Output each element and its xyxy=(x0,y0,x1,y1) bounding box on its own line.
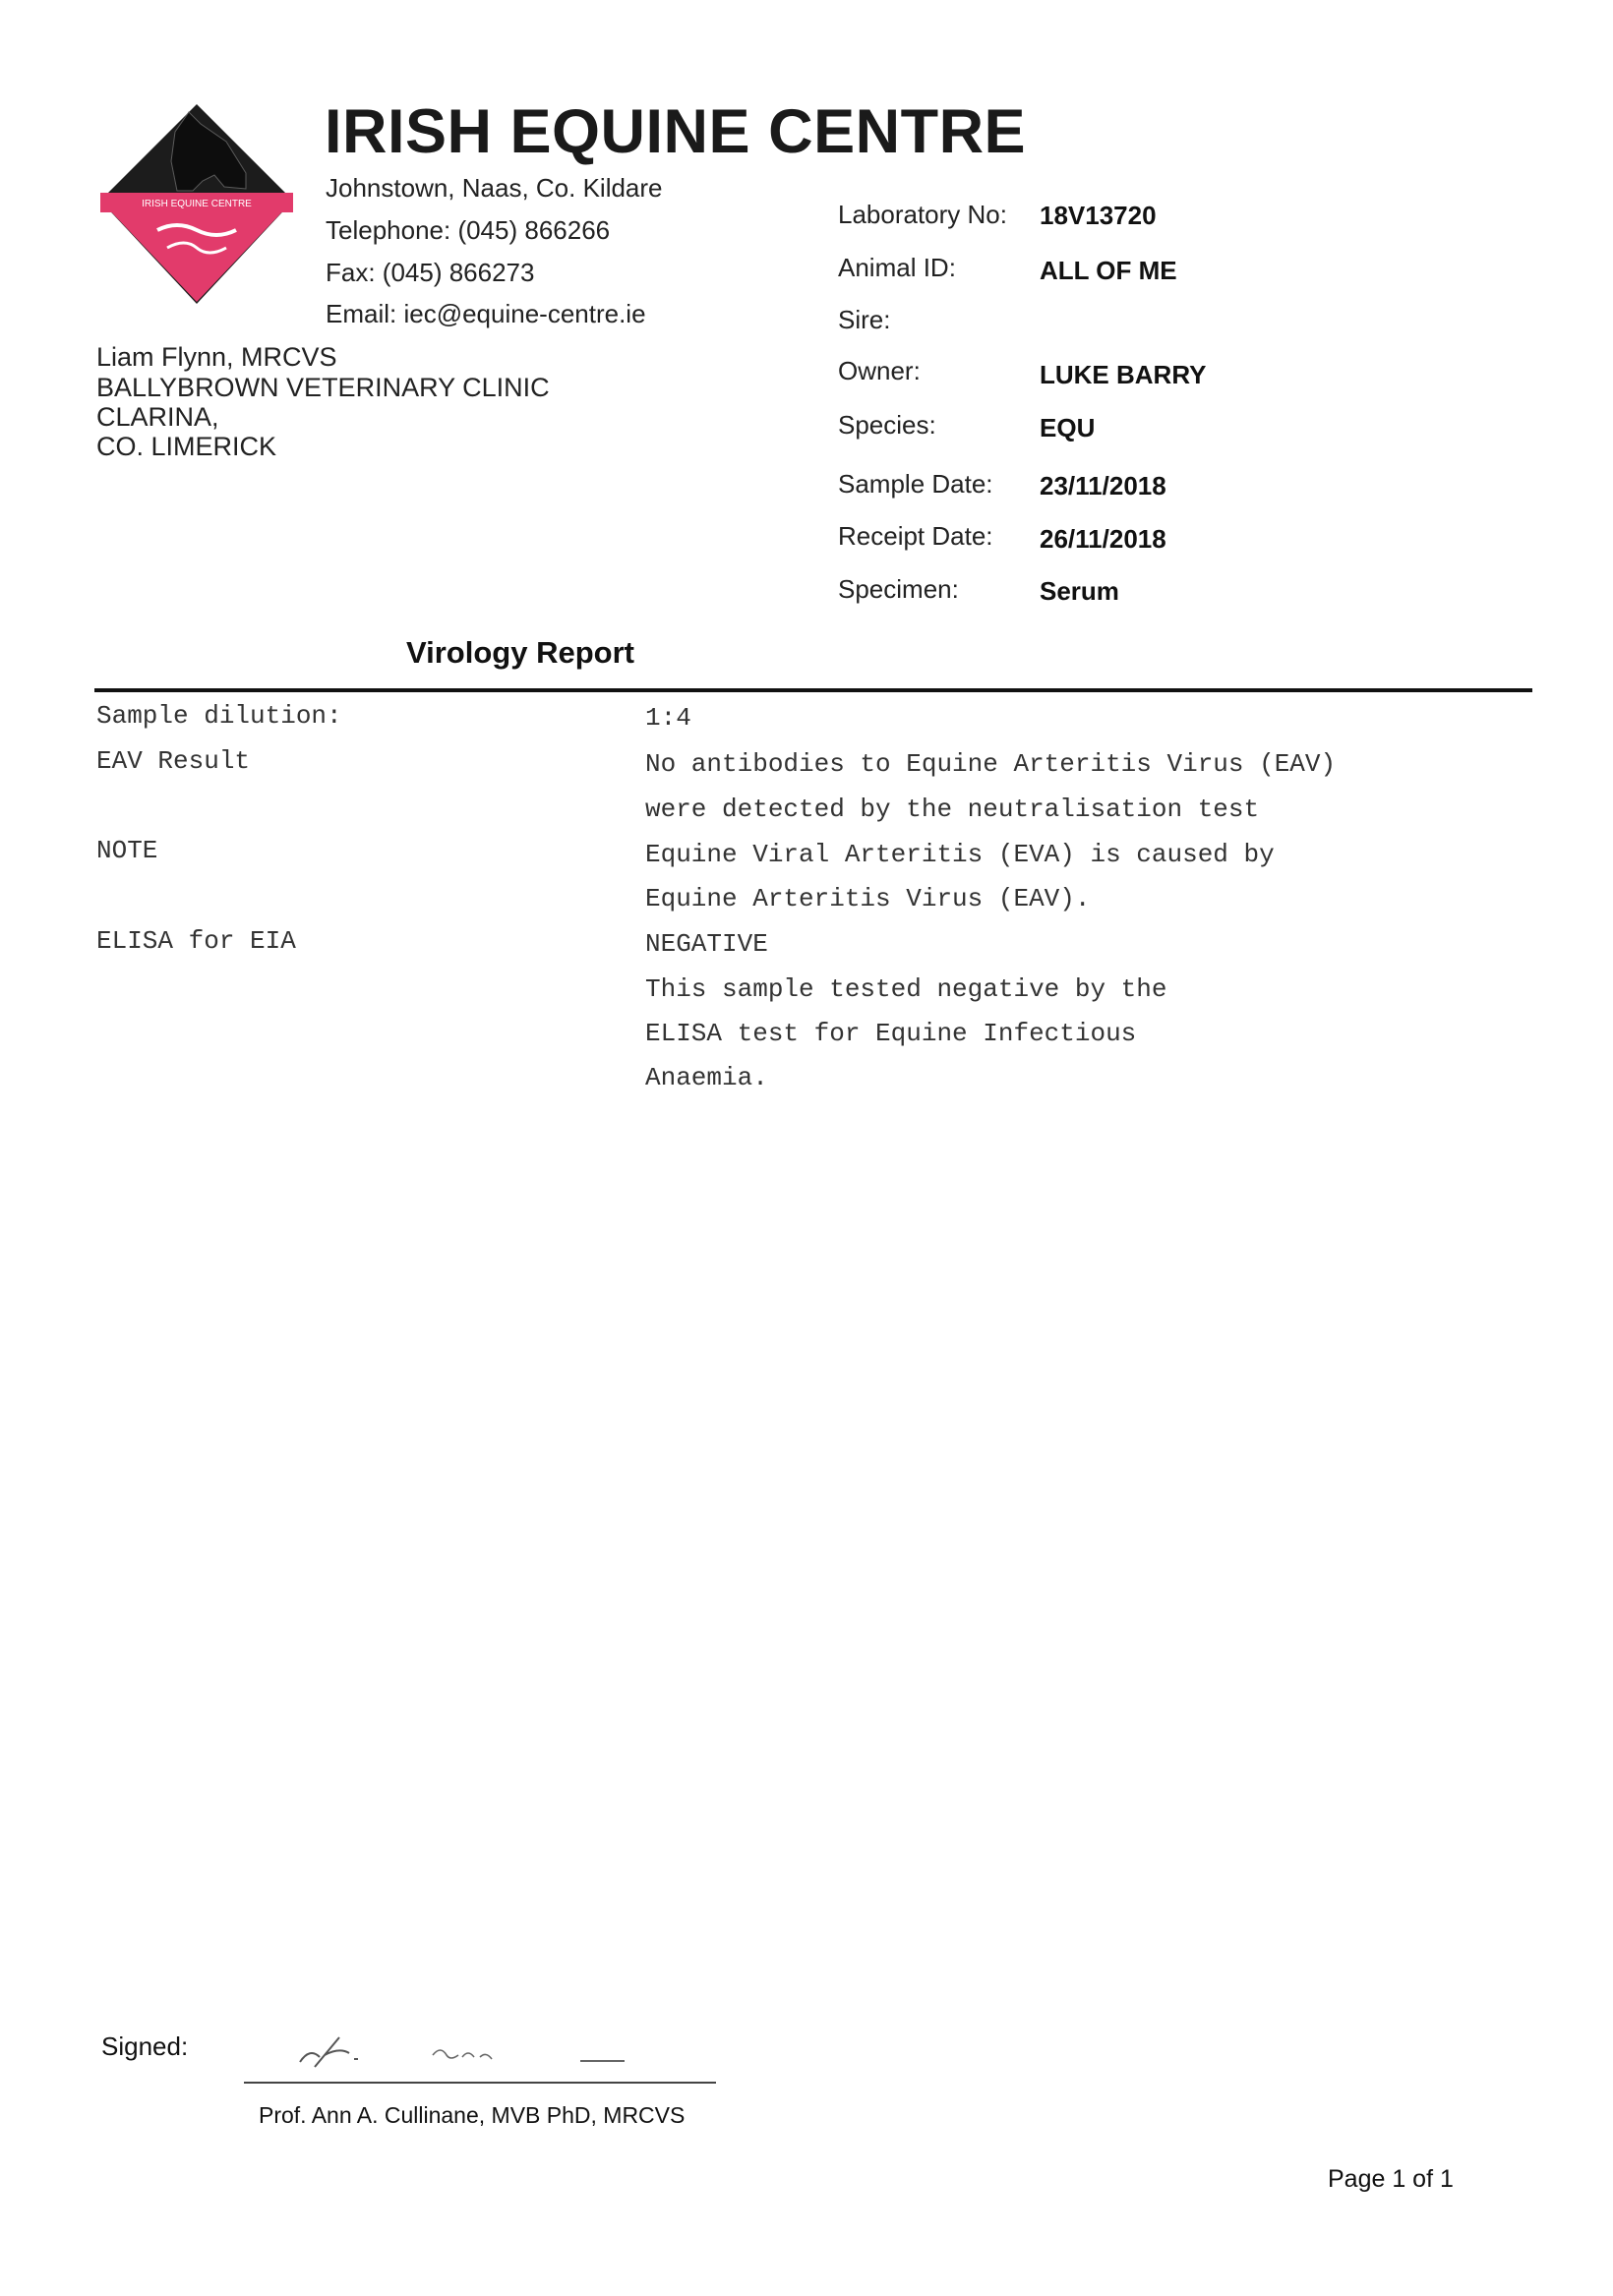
sample-date-value: 23/11/2018 xyxy=(1040,471,1166,500)
handwritten-signature xyxy=(285,2018,639,2077)
result-value: NEGATIVE xyxy=(645,929,768,959)
result-label: ELISA for EIA xyxy=(96,926,296,956)
species-value: EQU xyxy=(1040,413,1096,442)
animal-id-value: ALL OF ME xyxy=(1040,256,1177,285)
result-label: NOTE xyxy=(96,836,158,865)
result-value: ELISA test for Equine Infectious xyxy=(645,1019,1137,1048)
result-value: Equine Arteritis Virus (EAV). xyxy=(645,884,1091,913)
centre-fax: Fax: (045) 866273 xyxy=(326,258,535,287)
centre-title: IRISH EQUINE CENTRE xyxy=(325,97,1027,166)
species-label: Species: xyxy=(838,410,936,440)
report-title: Virology Report xyxy=(406,635,634,670)
owner-label: Owner: xyxy=(838,356,921,385)
sample-date-label: Sample Date: xyxy=(838,469,993,499)
signed-label: Signed: xyxy=(101,2031,189,2061)
centre-telephone: Telephone: (045) 866266 xyxy=(326,215,611,245)
animal-id-label: Animal ID: xyxy=(838,253,956,282)
specimen-label: Specimen: xyxy=(838,574,959,604)
recipient-line: CO. LIMERICK xyxy=(96,432,277,461)
signer-name: Prof. Ann A. Cullinane, MVB PhD, MRCVS xyxy=(259,2102,686,2128)
result-label: Sample dilution: xyxy=(96,701,342,731)
section-divider xyxy=(94,688,1532,692)
irish-equine-centre-logo xyxy=(98,102,295,309)
receipt-date-value: 26/11/2018 xyxy=(1040,524,1166,554)
recipient-line: Liam Flynn, MRCVS xyxy=(96,342,337,372)
logo-pink-triangle xyxy=(104,205,289,302)
centre-email: Email: iec@equine-centre.ie xyxy=(326,299,646,328)
result-label: EAV Result xyxy=(96,746,251,776)
recipient-line: CLARINA, xyxy=(96,402,219,432)
lab-no-value: 18V13720 xyxy=(1040,201,1157,230)
owner-value: LUKE BARRY xyxy=(1040,360,1207,389)
signature-line xyxy=(244,2082,716,2084)
logo-band-text: IRISH EQUINE CENTRE xyxy=(142,199,252,209)
result-value: 1:4 xyxy=(645,703,691,733)
sire-label: Sire: xyxy=(838,305,891,334)
receipt-date-label: Receipt Date: xyxy=(838,521,993,551)
lab-no-label: Laboratory No: xyxy=(838,200,1007,229)
result-value: Equine Viral Arteritis (EVA) is caused by xyxy=(645,840,1275,869)
result-value: were detected by the neutralisation test xyxy=(645,795,1260,824)
result-value: This sample tested negative by the xyxy=(645,974,1167,1004)
result-value: Anaemia. xyxy=(645,1063,768,1092)
specimen-value: Serum xyxy=(1040,576,1119,606)
centre-address: Johnstown, Naas, Co. Kildare xyxy=(326,173,663,203)
result-value: No antibodies to Equine Arteritis Virus (EAV) xyxy=(645,749,1337,779)
recipient-line: BALLYBROWN VETERINARY CLINIC xyxy=(96,373,550,402)
page-number: Page 1 of 1 xyxy=(1328,2165,1454,2193)
